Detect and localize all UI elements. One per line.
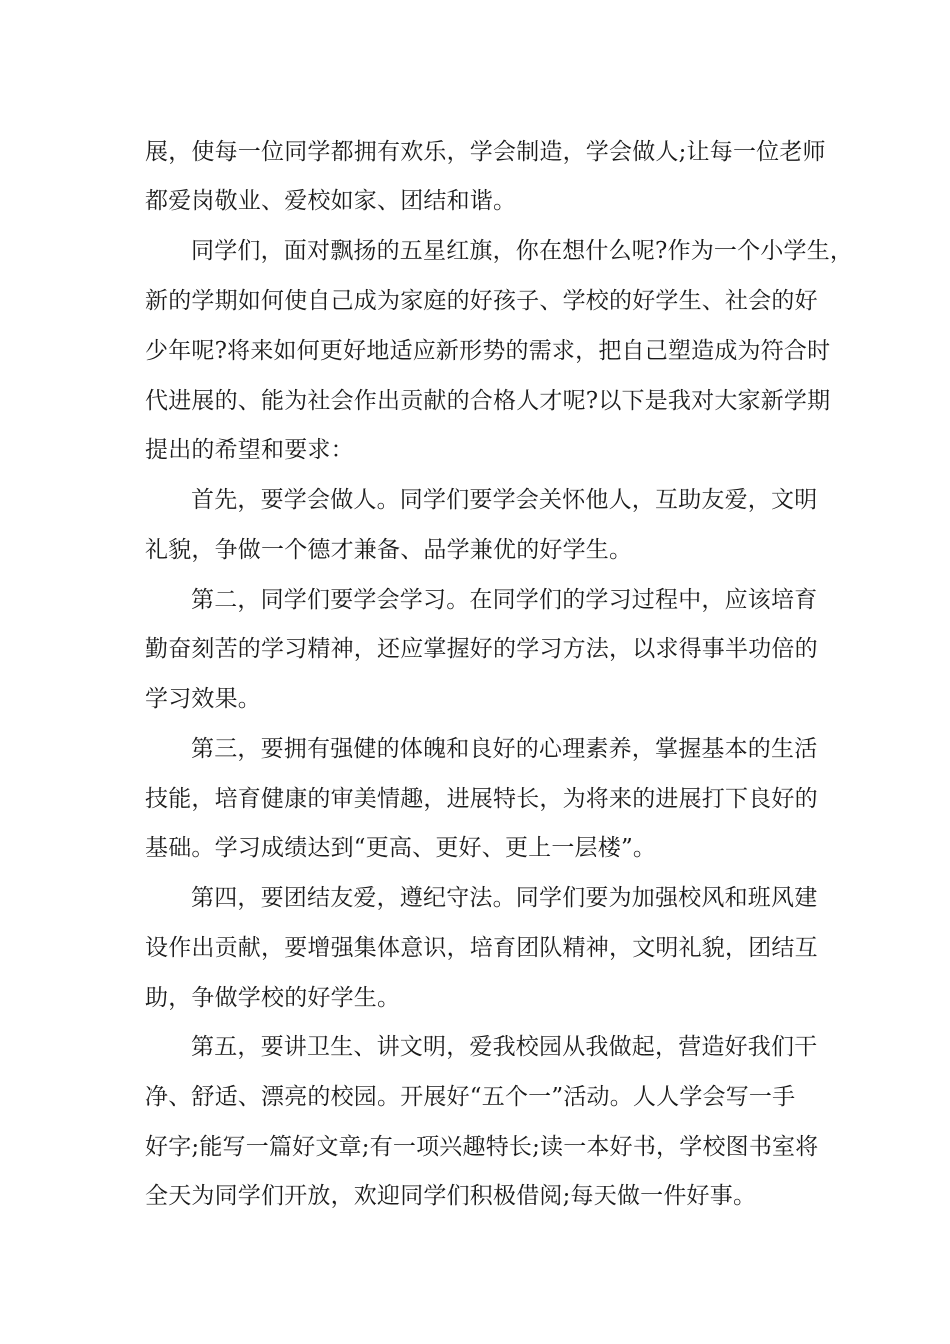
text-line: 提出的希望和要求： xyxy=(145,437,354,463)
text-line: 首先，要学会做人。同学们要学会关怀他人，互助友爱，文明 xyxy=(191,487,818,513)
text-line: 第三，要拥有强健的体魄和良好的心理素养，掌握基本的生活 xyxy=(191,736,818,762)
text-line: 技能，培育健康的审美情趣，进展特长，为将来的进展打下良好的 xyxy=(145,786,818,812)
text-line: 少年呢?将来如何更好地适应新形势的需求，把自己塑造成为符合时 xyxy=(145,338,831,364)
text-line: 学习效果。 xyxy=(145,686,261,712)
text-line: 第四，要团结友爱，遵纪守法。同学们要为加强校风和班风建 xyxy=(191,885,818,911)
text-line: 新的学期如何使自己成为家庭的好孩子、学校的好学生、社会的好 xyxy=(145,288,818,314)
text-line: 基础。学习成绩达到“更高、更好、更上一层楼”。 xyxy=(145,835,657,861)
text-line: 净、舒适、漂亮的校园。开展好“五个一”活动。人人学会写一手 xyxy=(145,1084,796,1110)
text-line: 礼貌，争做一个德才兼备、品学兼优的好学生。 xyxy=(145,537,633,563)
text-line: 勤奋刻苦的学习精神，还应掌握好的学习方法，以求得事半功倍的 xyxy=(145,636,818,662)
text-line: 都爱岗敬业、爱校如家、团结和谐。 xyxy=(145,188,517,214)
text-line: 设作出贡献，要增强集体意识，培育团队精神，文明礼貌，团结互 xyxy=(145,935,818,961)
text-line: 展，使每一位同学都拥有欢乐，学会制造，学会做人;让每一位老师 xyxy=(145,139,826,165)
text-line: 全天为同学们开放，欢迎同学们积极借阅;每天做一件好事。 xyxy=(145,1183,757,1209)
text-line: 助，争做学校的好学生。 xyxy=(145,985,401,1011)
text-line: 同学们，面对飘扬的五星红旗，你在想什么呢?作为一个小学生， xyxy=(191,238,854,264)
text-line: 好字;能写一篇好文章;有一项兴趣特长;读一本好书，学校图书室将 xyxy=(145,1134,819,1160)
text-line: 第二，同学们要学会学习。在同学们的学习过程中，应该培育 xyxy=(191,587,818,613)
text-line: 代进展的、能为社会作出贡献的合格人才呢?以下是我对大家新学期 xyxy=(145,388,831,414)
text-line: 第五，要讲卫生、讲文明，爱我校园从我做起，营造好我们干 xyxy=(191,1034,818,1060)
